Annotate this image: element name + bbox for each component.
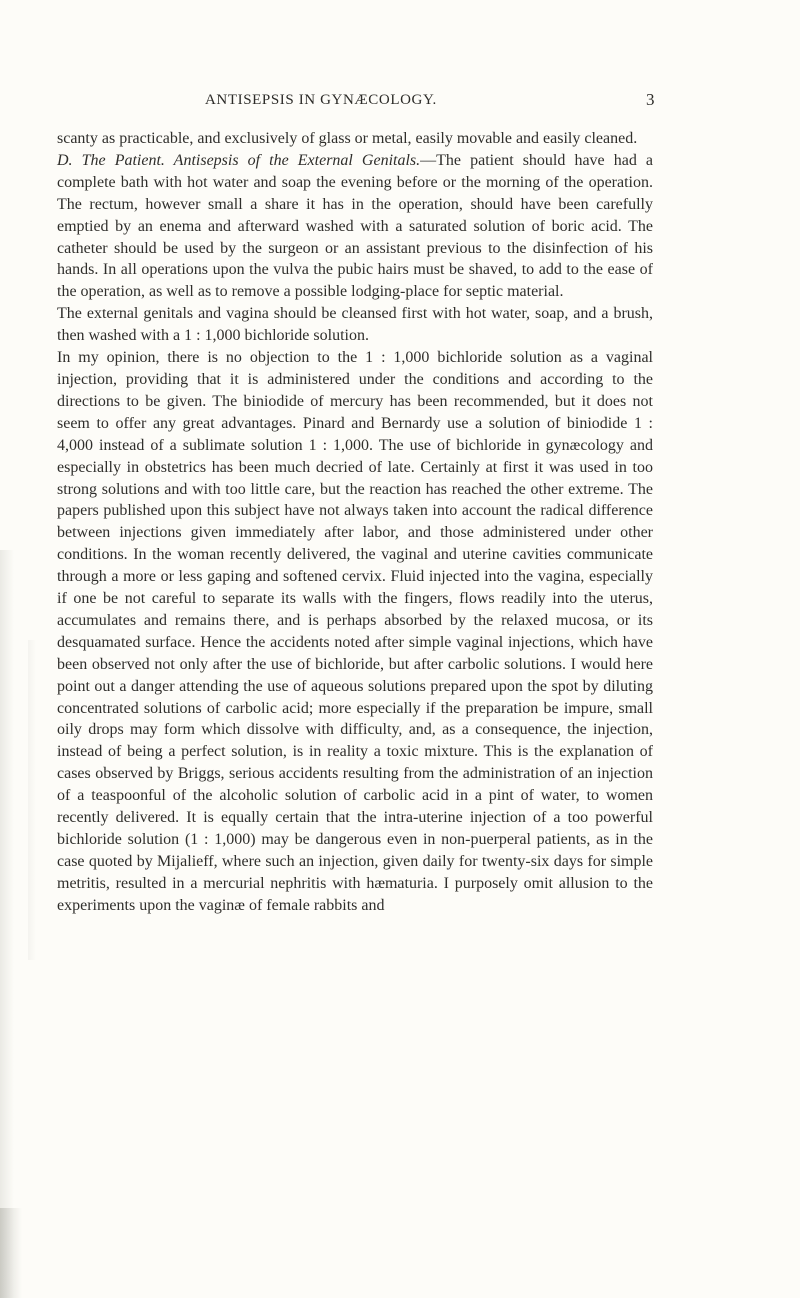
page-corner-shadow [0,1208,22,1298]
page-header [0,92,800,116]
paragraph-continuation: scanty as practicable, and exclusively of glass or metal, easily movable and easily cleaned. [57,130,638,147]
paragraph-patient-antisepsis-text: —The patient should have had a complete bath with hot water and soap the evening before or the morning of the operation. The rectum, however small a share it has in the operation, should have been carefully emptied by an enema and afterward washed with a saturated solution of boric acid. The catheter should be used by the surgeon or an assistant previous to the disinfection of his hands. In all operations upon the vulva the pubic hairs must be shaved, to add to the ease of the operation, as well as to remove a possible lodging-place for septic material. [57,151,653,301]
running-head: ANTISEPSIS IN GYNÆCOLOGY. [205,92,437,108]
page-edge-shadow [0,550,14,1298]
section-heading-inline: D. The Patient. Antisepsis of the External Genitals. [57,151,421,169]
paragraph-external-genitals: The external genitals and vagina should be cleansed first with hot water, soap, and a brush, then washed with a 1 : 1,000 bichloride solution. [57,305,653,345]
body-text [57,128,653,917]
page-edge-bleed [28,640,36,960]
paragraph-patient-antisepsis [57,150,653,303]
page-number: 3 [646,90,655,109]
paragraph-bichloride-opinion: In my opinion, there is no objection to the 1 : 1,000 bichloride solution as a vaginal injection, providing that it is administered under the conditions and according to the directions to be given. The biniodide of mercury has been recommended, but it does not seem to offer any great advantages. Pinard and Bernardy use a solution of biniodide 1 : 4,000 instead of a sublimate solution 1 : 1,000. The use of bichloride in gynæcology and especially in obstetrics has been much decried of late. Certainly at first it was used in too strong solutions and with too little care, but the reaction has reached the other extreme. The papers published upon this subject have not always taken into account the radical difference between injections given immediately after labor, and those administered under other conditions. In the woman recently delivered, the vaginal and uterine cavities communicate through a more or less gaping and softened cervix. Fluid injected into the vagina, especially if one be not careful to separate its walls with the fingers, flows readily into the uterus, accumulates and remains there, and is perhaps absorbed by the relaxed mucosa, or its desquamated surface. Hence the accidents noted after simple vaginal injections, which have been observed not only after the use of bichloride, but after carbolic solutions. I would here point out a danger attending the use of aqueous solutions prepared upon the spot by diluting concentrated solutions of carbolic acid; more especially if the preparation be impure, small oily drops may form which dissolve with difficulty, and, as a consequence, the injection, instead of being a perfect solution, is in reality a toxic mixture. This is the explanation of cases observed by Briggs, serious accidents resulting from the administration of an injection of a teaspoonful of the alcoholic solution of carbolic acid in a pint of water, to women recently delivered. It is equally certain that the intra-uterine injection of a too powerful bichloride solution (1 : 1,000) may be dangerous even in non-puerperal patients, as in the case quoted by Mijalieff, where such an injection, given daily for twenty-six days for simple metritis, resulted in a mercurial nephritis with hæmaturia. I purposely omit allusion to the experiments upon the vaginæ of female rabbits and [57,349,653,914]
